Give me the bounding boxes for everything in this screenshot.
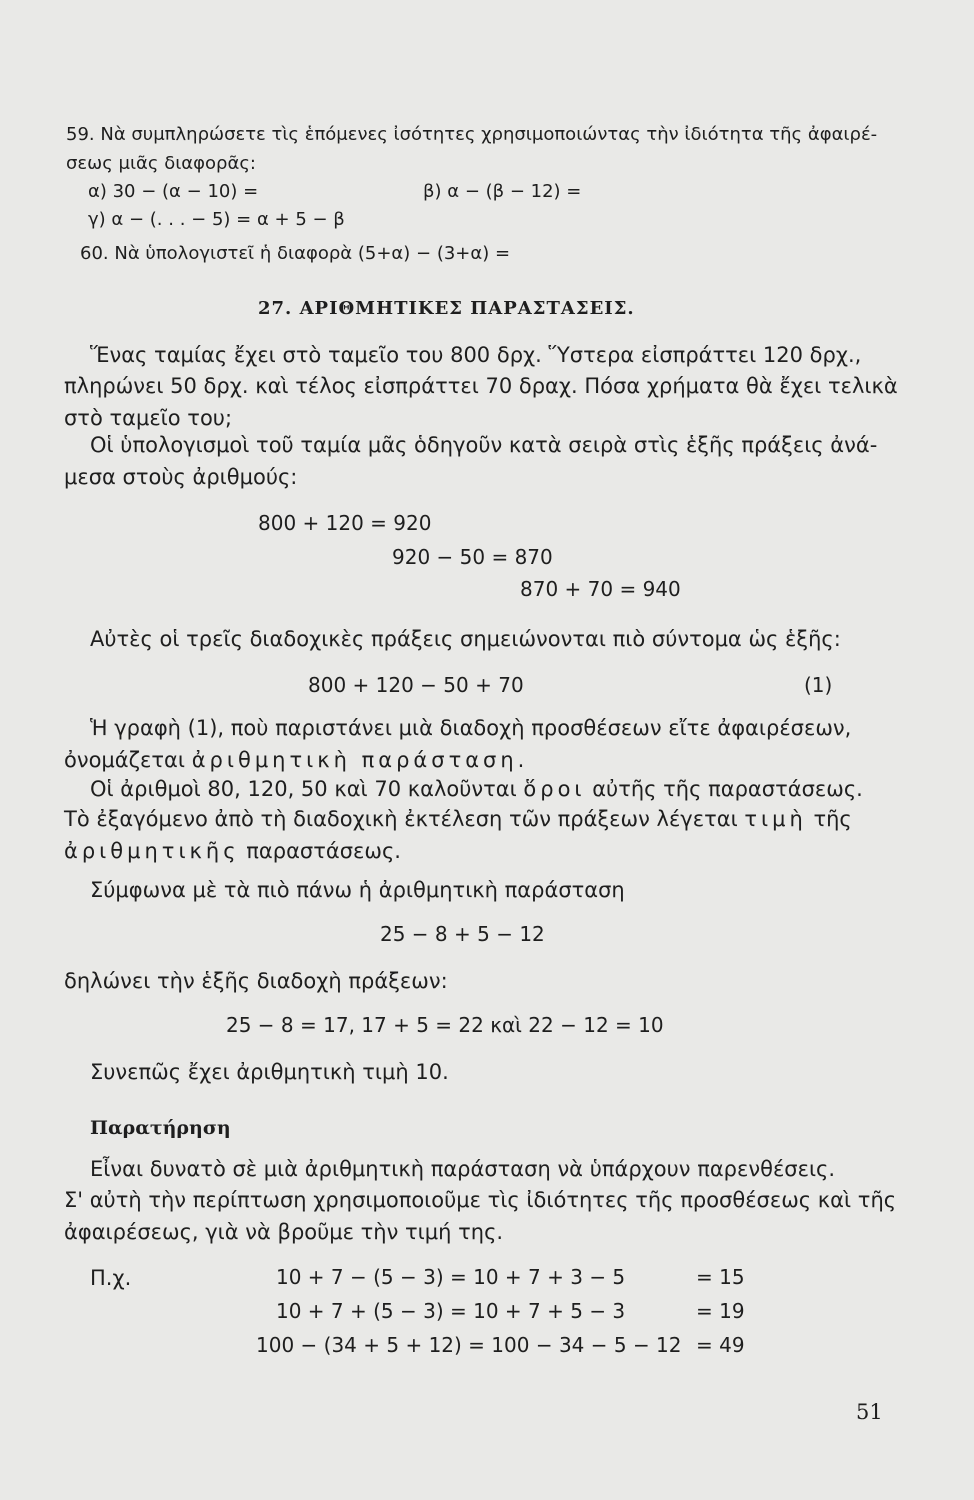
term-value: τιμὴ: [744, 807, 807, 831]
definition-line2: [64, 748, 528, 772]
note-line2: Σ' αὐτὴ τὴν περίπτωση χρησιμοποιοῦμε τὶς ἰδιότητες τῆς προσθέσεως καὶ τῆς: [64, 1188, 897, 1212]
term-arithmetic-expression: ἀριθμητικὴ παράσταση.: [191, 748, 529, 772]
calc-eq2: 920 − 50 = 870: [392, 545, 553, 569]
examples-label: Π.χ.: [90, 1266, 132, 1290]
intro-line4: Οἱ ὑπολογισμοὶ τοῦ ταμία μᾶς ὁδηγοῦν κατὰ σειρὰ στὶς ἑξῆς πράξεις ἀνά-: [90, 433, 878, 457]
definition-line5-post: παραστάσεως.: [246, 839, 401, 863]
definition-line5: [64, 839, 401, 863]
example-row-1: 10 + 7 − (5 − 3) = 10 + 7 + 3 − 5: [276, 1265, 626, 1289]
note-title: Παρατήρηση: [90, 1117, 231, 1139]
note-line1: Εἶναι δυνατὸ σὲ μιὰ ἀριθμητικὴ παράσταση νὰ ὑπάρχουν παρενθέσεις.: [90, 1157, 836, 1181]
intro-line1: Ἕνας ταμίας ἔχει στὸ ταμεῖο του 800 δρχ. Ὕστερα εἰσπράττει 120 δρχ.,: [90, 343, 862, 367]
exercise-59-a: α) 30 − (α − 10) =: [88, 181, 259, 202]
section-title: 27. ΑΡΙΘΜΗΤΙΚΕΣ ΠΑΡΑΣΤΑΣΕΙΣ.: [258, 298, 635, 319]
definition-line3-post: αὐτῆς τῆς παραστάσεως.: [592, 777, 863, 801]
note-line3: ἀφαιρέσεως, γιὰ νὰ βροῦμε τὴν τιμή της.: [64, 1220, 504, 1244]
definition-line4-post: τῆς: [813, 807, 852, 831]
example-row-1-result: = 15: [696, 1265, 745, 1289]
term-terms: ὅροι: [523, 777, 586, 801]
calc-eq1: 800 + 120 = 920: [258, 511, 432, 535]
example-result: Συνεπῶς ἔχει ἀριθμητικὴ τιμὴ 10.: [90, 1060, 449, 1084]
definition-line3: [90, 777, 863, 801]
example-line2: δηλώνει τὴν ἑξῆς διαδοχὴ πράξεων:: [64, 969, 448, 993]
definition-line3-pre: Οἱ ἀριθμοὶ 80, 120, 50 καὶ 70 καλοῦνται: [90, 777, 517, 801]
exercise-59-line2: σεως μιᾶς διαφορᾶς:: [66, 153, 256, 174]
example-expression: 25 − 8 + 5 − 12: [380, 922, 545, 946]
example-steps: 25 − 8 = 17, 17 + 5 = 22 καὶ 22 − 12 = 10: [226, 1013, 664, 1037]
summary-line: Αὐτὲς οἱ τρεῖς διαδοχικὲς πράξεις σημειώνονται πιὸ σύντομα ὡς ἑξῆς:: [90, 627, 841, 651]
intro-line3: στὸ ταμεῖο του;: [64, 406, 233, 430]
exercise-59-b: β) α − (β − 12) =: [423, 181, 582, 202]
definition-line1: Ἡ γραφὴ (1), ποὺ παριστάνει μιὰ διαδοχὴ προσθέσεων εἴτε ἀφαιρέσεων,: [90, 716, 852, 740]
example-line1: Σύμφωνα μὲ τὰ πιὸ πάνω ἡ ἀριθμητικὴ παράσταση: [90, 878, 625, 902]
exercise-59-c: γ) α − (. . . − 5) = α + 5 − β: [88, 209, 345, 230]
example-row-2: 10 + 7 + (5 − 3) = 10 + 7 + 5 − 3: [276, 1299, 626, 1323]
example-row-3-result: = 49: [696, 1333, 745, 1357]
calc-eq3: 870 + 70 = 940: [520, 577, 681, 601]
example-row-2-result: = 19: [696, 1299, 745, 1323]
term-arithmetic: ἀριθμητικῆς: [64, 839, 240, 863]
definition-line4: [64, 807, 852, 831]
definition-line2-pre: ὀνομάζεται: [64, 748, 185, 772]
definition-line4-pre: Τὸ ἐξαγόμενο ἀπὸ τὴ διαδοχικὴ ἐκτέλεση τῶν πράξεων λέγεται: [64, 807, 738, 831]
example-row-3: 100 − (34 + 5 + 12) = 100 − 34 − 5 − 12: [256, 1333, 682, 1357]
intro-line5: μεσα στοὺς ἀριθμούς:: [64, 465, 298, 489]
intro-line2: πληρώνει 50 δρχ. καὶ τέλος εἰσπράττει 70 δραχ. Πόσα χρήματα θὰ ἔχει τελικὰ: [64, 374, 898, 398]
exercise-60: 60. Νὰ ὑπολογιστεῖ ἡ διαφορὰ (5+α) − (3+α) =: [80, 243, 511, 264]
exercise-59-line1: 59. Νὰ συμπληρώσετε τὶς ἑπόμενες ἰσότητες χρησιμοποιώντας τὴν ἰδιότητα τῆς ἀφαιρέ-: [66, 124, 878, 145]
expression-1-number: (1): [804, 673, 833, 697]
page-number: 51: [856, 1400, 883, 1424]
expression-1: 800 + 120 − 50 + 70: [308, 673, 524, 697]
